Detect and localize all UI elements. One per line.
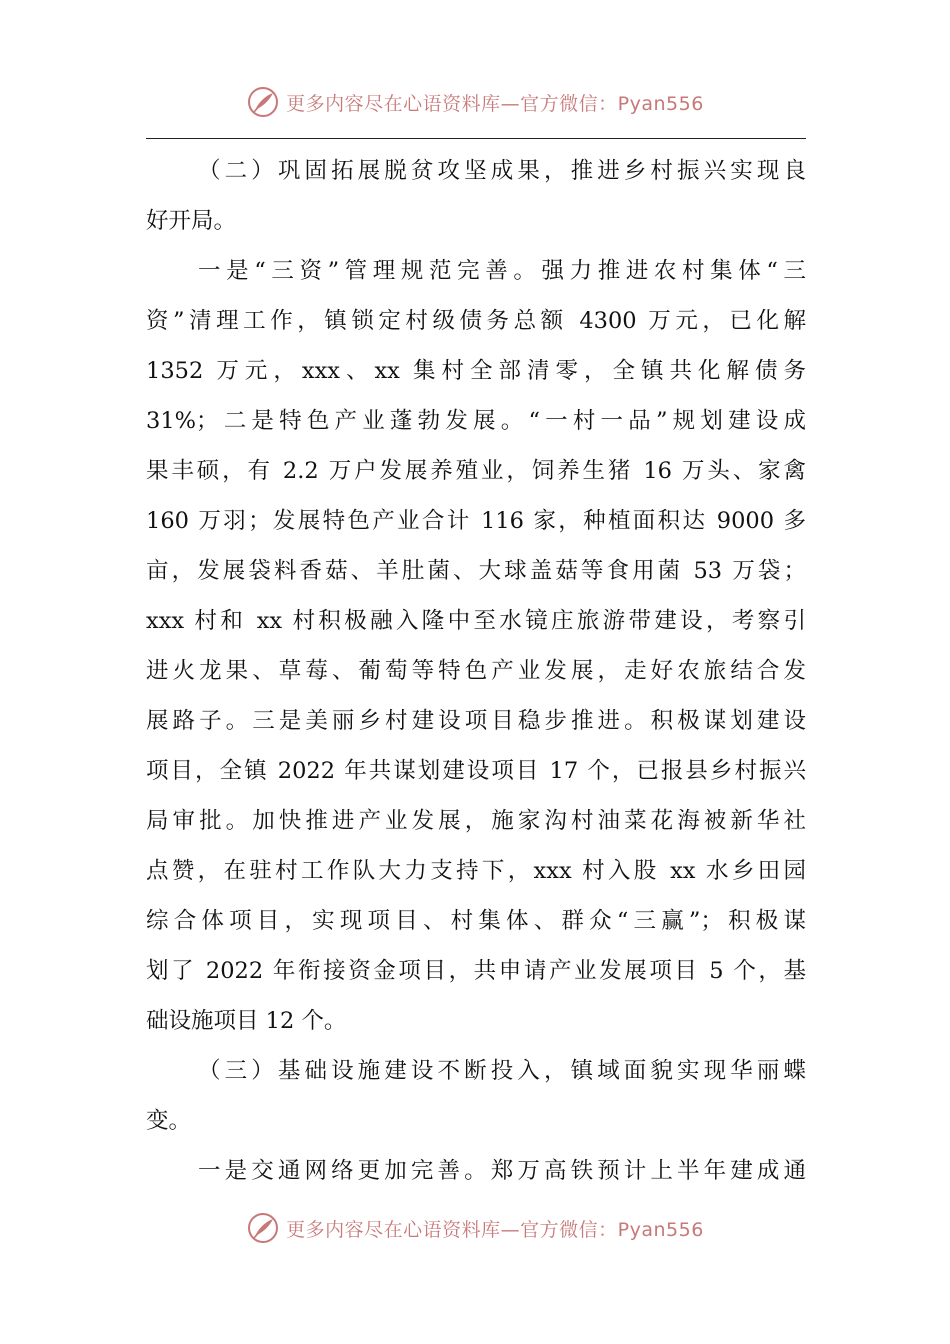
text-line: （二）巩固拓展脱贫攻坚成果，推进乡村振兴实现良: [198, 158, 806, 184]
footer-watermark: [0, 1208, 950, 1248]
text-line: （三）基础设施建设不断投入，镇域面貌实现华丽蝶: [198, 1058, 806, 1084]
text-line: 局审批。加快推进产业发展，施家沟村油菜花海被新华社: [146, 808, 806, 834]
header-watermark: [0, 82, 950, 122]
text-line: 综合体项目，实现项目、村集体、群众“三赢”；积极谋: [146, 908, 806, 934]
text-line: 亩，发展袋料香菇、羊肚菌、大球盖菇等食用菌 53 万袋；: [146, 558, 806, 584]
text-line: xxx 村和 xx 村积极融入隆中至水镜庄旅游带建设，考察引: [146, 608, 806, 634]
feather-quill-logo-icon: [246, 85, 280, 119]
feather-quill-logo-icon: [246, 1211, 280, 1245]
text-line: 础设施项目 12 个。: [146, 1008, 347, 1034]
watermark-text: 更多内容尽在心语资料库—官方微信：Pyan556: [286, 92, 704, 115]
section-3-body: [146, 1146, 806, 1196]
text-line: 划了 2022 年衔接资金项目，共申请产业发展项目 5 个，基: [146, 958, 806, 984]
text-line: 果丰硕，有 2.2 万户发展养殖业，饲养生猪 16 万头、家禽: [146, 458, 806, 484]
text-line: 一是“三资”管理规范完善。强力推进农村集体“三: [198, 258, 806, 284]
text-line: 点赞，在驻村工作队大力支持下，xxx 村入股 xx 水乡田园: [146, 858, 806, 884]
text-line: 1352 万元，xxx、xx 集村全部清零，全镇共化解债务: [146, 358, 806, 384]
text-line: 变。: [146, 1108, 192, 1134]
header-divider: [146, 138, 806, 139]
text-line: 展路子。三是美丽乡村建设项目稳步推进。积极谋划建设: [146, 708, 806, 734]
text-line: 资”清理工作，镇锁定村级债务总额 4300 万元，已化解: [146, 308, 806, 334]
text-line: 进火龙果、草莓、葡萄等特色产业发展，走好农旅结合发: [146, 658, 806, 684]
section-2-heading: [146, 146, 806, 246]
text-line: 好开局。: [146, 208, 237, 234]
document-body: [146, 146, 806, 1196]
text-line: 项目，全镇 2022 年共谋划建设项目 17 个，已报县乡村振兴: [146, 758, 806, 784]
section-3-heading: [146, 1046, 806, 1146]
watermark-text: 更多内容尽在心语资料库—官方微信：Pyan556: [286, 1218, 704, 1241]
text-line: 31%；二是特色产业蓬勃发展。“一村一品”规划建设成: [146, 408, 806, 434]
text-line: 一是交通网络更加完善。郑万高铁预计上半年建成通: [198, 1158, 806, 1184]
section-2-body: [146, 246, 806, 1046]
text-line: 160 万羽；发展特色产业合计 116 家，种植面积达 9000 多: [146, 508, 806, 534]
